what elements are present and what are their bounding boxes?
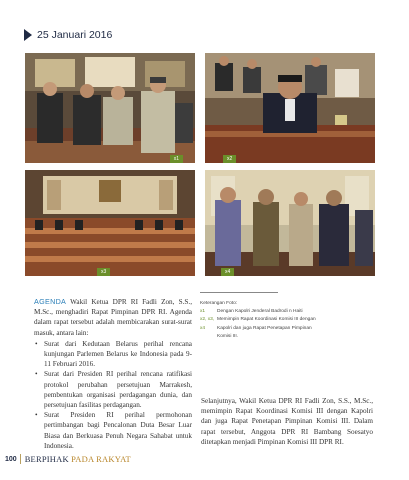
footer-divider <box>20 454 21 464</box>
caption-text: Memimpin Rapat Koordinasi Komisi III dengan Kapolri dan juga Rapat Penetapan Pimpinan Komisi III. <box>217 317 316 339</box>
caption-text: Dengan Kapolri Jenderal Badrodi n Haiti <box>217 309 303 315</box>
photo-4-image <box>205 170 375 276</box>
caption-num: x1 <box>200 309 206 315</box>
photo-4-tag: x4 <box>221 268 234 276</box>
caption-title: Keterangan Foto: <box>200 301 238 306</box>
page-footer <box>5 454 131 464</box>
caption-row <box>200 316 320 341</box>
right-paragraph: Selanjutnya, Wakil Ketua DPR RI Fadli Zon, S.S., M.Sc., memimpin Rapat Koordinasi Komisi III dengan Kapolri dan juga Rapat Penetapan Pimpinan Komisi III. Dalam rapat tersebut, Anggota DPR RI Bambang Soesatyo ditetapkan menjadi Pimpinan Komisi III DPR RI. <box>201 397 373 446</box>
photo-1 <box>25 53 195 163</box>
photo-2 <box>205 53 375 163</box>
intro-paragraph <box>34 297 192 338</box>
page-header <box>24 28 112 42</box>
photo-1-image <box>25 53 195 163</box>
brand-main: BERPIHAK <box>24 454 72 464</box>
list-item: • Surat dari Kedutaan Belarus perihal rencana kunjungan Parlemen Belarus ke Indonesia pada 9-11 Februari 2016. <box>34 339 192 370</box>
list-item: • Surat Presiden RI perihal permohonan pertimbangan bagi Pencalonan Duta Besar Luar Biasa dan Berkuasa Penuh Negara Sahabat untuk Indonesia. <box>34 410 192 451</box>
triangle-marker-icon <box>24 29 32 41</box>
photo-2-tag: x2 <box>223 155 236 163</box>
list-item: • Surat dari Presiden RI perihal rencana ratifikasi protokol perubahan persetujuan Marrakesh, pembentukan organisasi perdagangan dunia, dan persetujuan fasilitas perdagangan. <box>34 369 192 410</box>
lead-word: AGENDA <box>34 297 67 306</box>
photo-3-tag: x3 <box>97 268 110 276</box>
brand-accent: PADA RAKYAT <box>71 454 131 464</box>
photo-2-image <box>205 53 375 163</box>
body-right-column <box>201 396 373 447</box>
photo-caption <box>200 292 320 341</box>
page-number: 100 <box>5 455 17 463</box>
body-left-column <box>34 297 192 451</box>
caption-row <box>200 308 320 316</box>
caption-rule <box>200 292 278 293</box>
header-date: 25 Januari 2016 <box>37 29 113 41</box>
photo-3-image <box>25 170 195 276</box>
intro-text: Wakil Ketua DPR RI Fadli Zon, S.S., M.Sc., menghadiri Rapat Pimpinan DPR RI. Agenda dalam rapat tersebut adalah membicarakan surat-surat masuk, antara lain: <box>34 298 192 337</box>
photo-3 <box>25 170 195 276</box>
photo-1-tag: x1 <box>170 155 183 163</box>
caption-num: x2, x3, x4 <box>200 317 215 331</box>
photo-4 <box>205 170 375 276</box>
footer-brand <box>25 454 131 464</box>
bullet-list <box>34 339 192 451</box>
